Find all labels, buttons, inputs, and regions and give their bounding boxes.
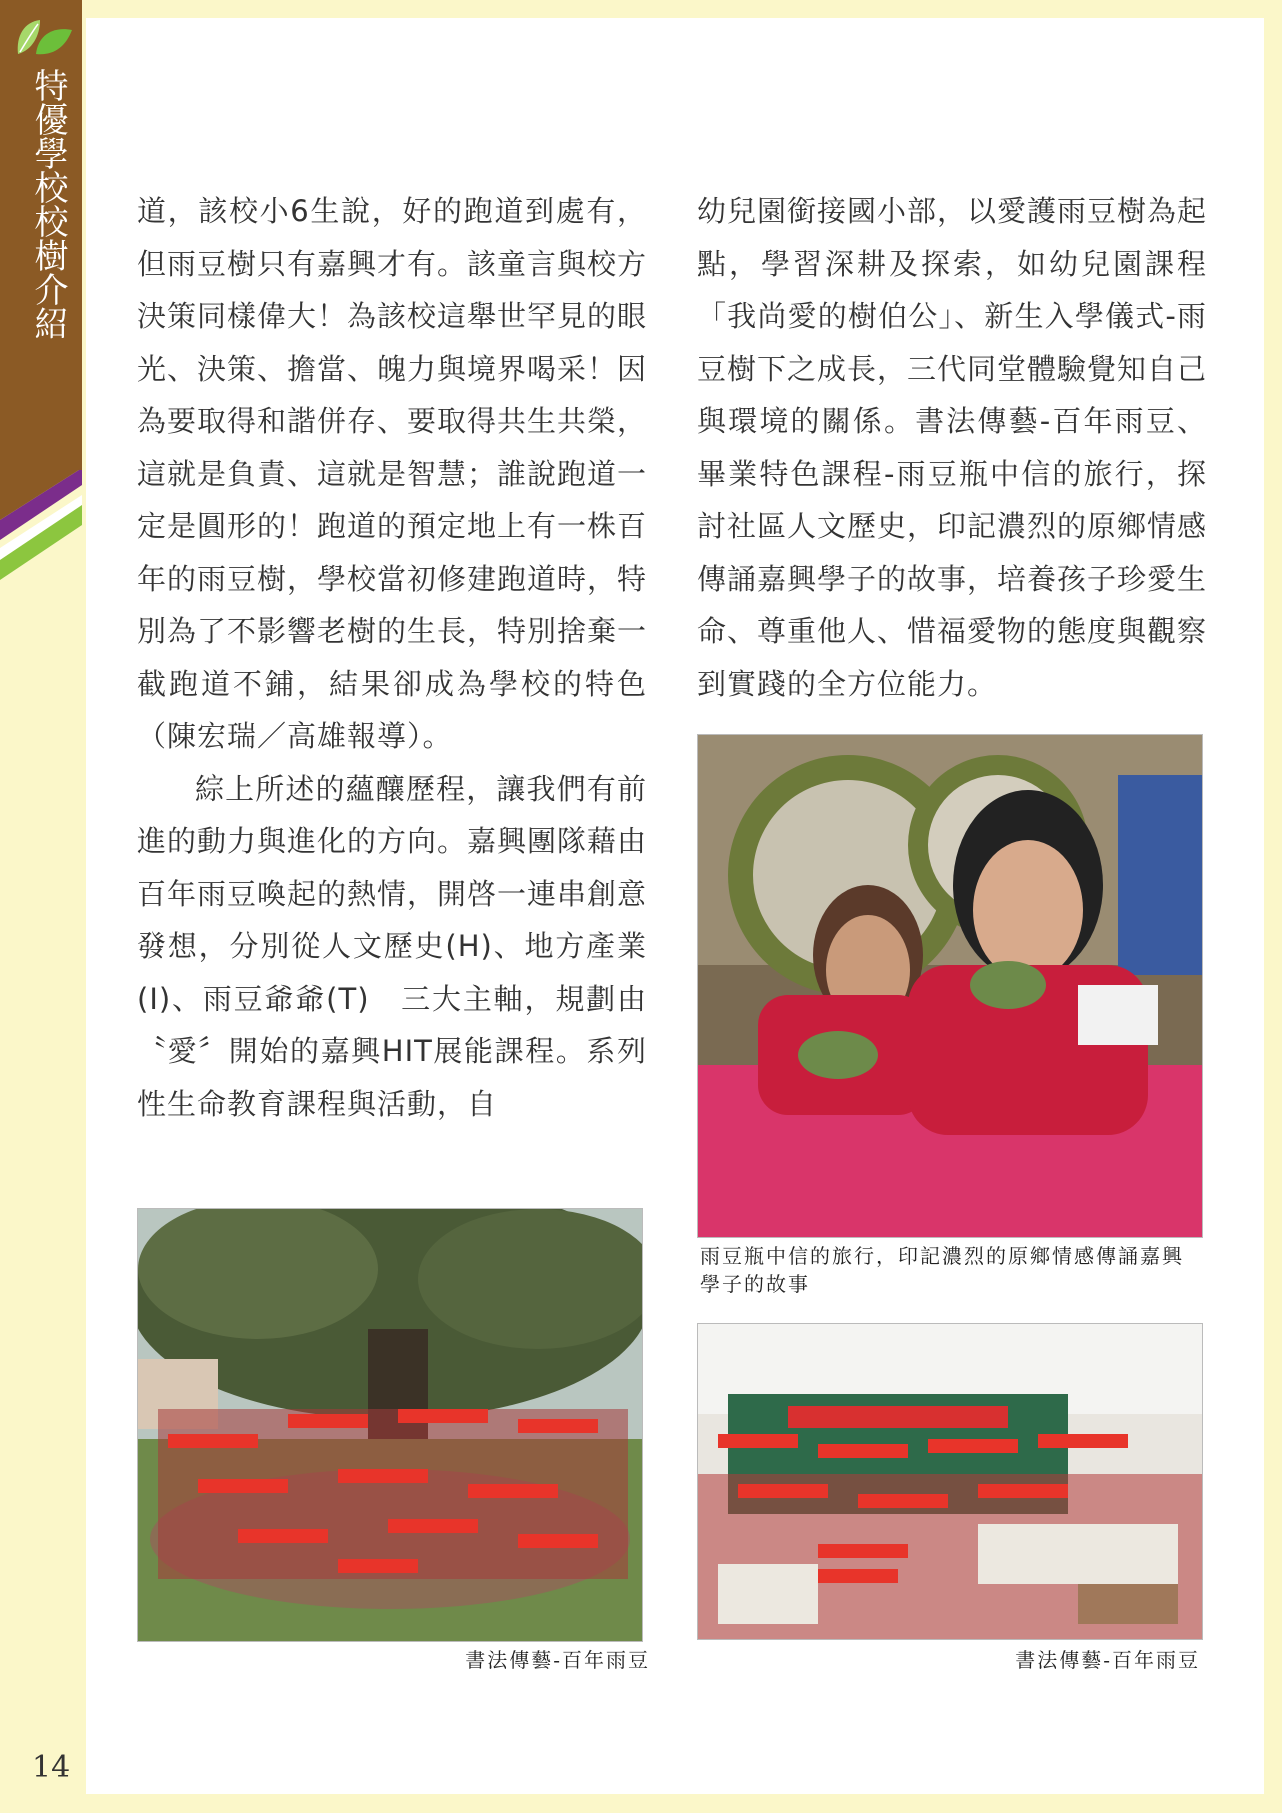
- caption-classroom-photo: 書法傳藝-百年雨豆: [1015, 1648, 1200, 1672]
- right-column: [697, 185, 1207, 710]
- left-column: [137, 185, 647, 1165]
- left-paragraph-2: 綜上所述的蘊釀歷程，讓我們有前進的動力與進化的方向。嘉興團隊藉由百年雨豆喚起的熱情，開啓一連串創意發想，分別從人文歷史(H)、地方產業(I)、雨豆爺爺(T) 三大主軸，規劃由〝愛〞開始的嘉興HIT展能課程。系列性生命教育課程與活動，自: [137, 771, 648, 1121]
- photo-classroom-calligraphy: [697, 1323, 1203, 1640]
- sidebar: [0, 0, 82, 520]
- sidebar-title: 特優學校校樹介紹: [28, 68, 68, 340]
- caption-girls-photo: 雨豆瓶中信的旅行，印記濃烈的原鄉情感傳誦嘉興學子的故事: [700, 1244, 1184, 1296]
- caption-tree-photo: 書法傳藝-百年雨豆: [465, 1648, 650, 1672]
- photo-girls-message-bottle: [697, 734, 1203, 1238]
- left-paragraph-1: 道，該校小6生說，好的跑道到處有，但雨豆樹只有嘉興才有。該童言與校方決策同樣偉大！為該校這舉世罕見的眼光、決策、擔當、魄力與境界喝采！因為要取得和諧併存、要取得共生共榮，這就是負責、這就是智慧；誰說跑道一定是圓形的！跑道的預定地上有一株百年的雨豆樹，學校當初修建跑道時，特別為了不影響老樹的生長，特別捨棄一截跑道不鋪，結果卻成為學校的特色（陳宏瑞／高雄報導）。: [137, 194, 648, 753]
- photo-tree-group: [137, 1208, 643, 1642]
- leaf-icon: [14, 16, 74, 58]
- right-paragraph-1: 幼兒園銜接國小部，以愛護雨豆樹為起點，學習深耕及探索，如幼兒園課程「我尚愛的樹伯公」、新生入學儀式-雨豆樹下之成長，三代同堂體驗覺知自己與環境的關係。書法傳藝-百年雨豆、畢業特色課程-雨豆瓶中信的旅行，探討社區人文歷史，印記濃烈的原鄉情感傳誦嘉興學子的故事，培養孩子珍愛生命、尊重他人、惜福愛物的態度與觀察到實踐的全方位能力。: [697, 194, 1208, 701]
- page-number: 14: [32, 1750, 71, 1785]
